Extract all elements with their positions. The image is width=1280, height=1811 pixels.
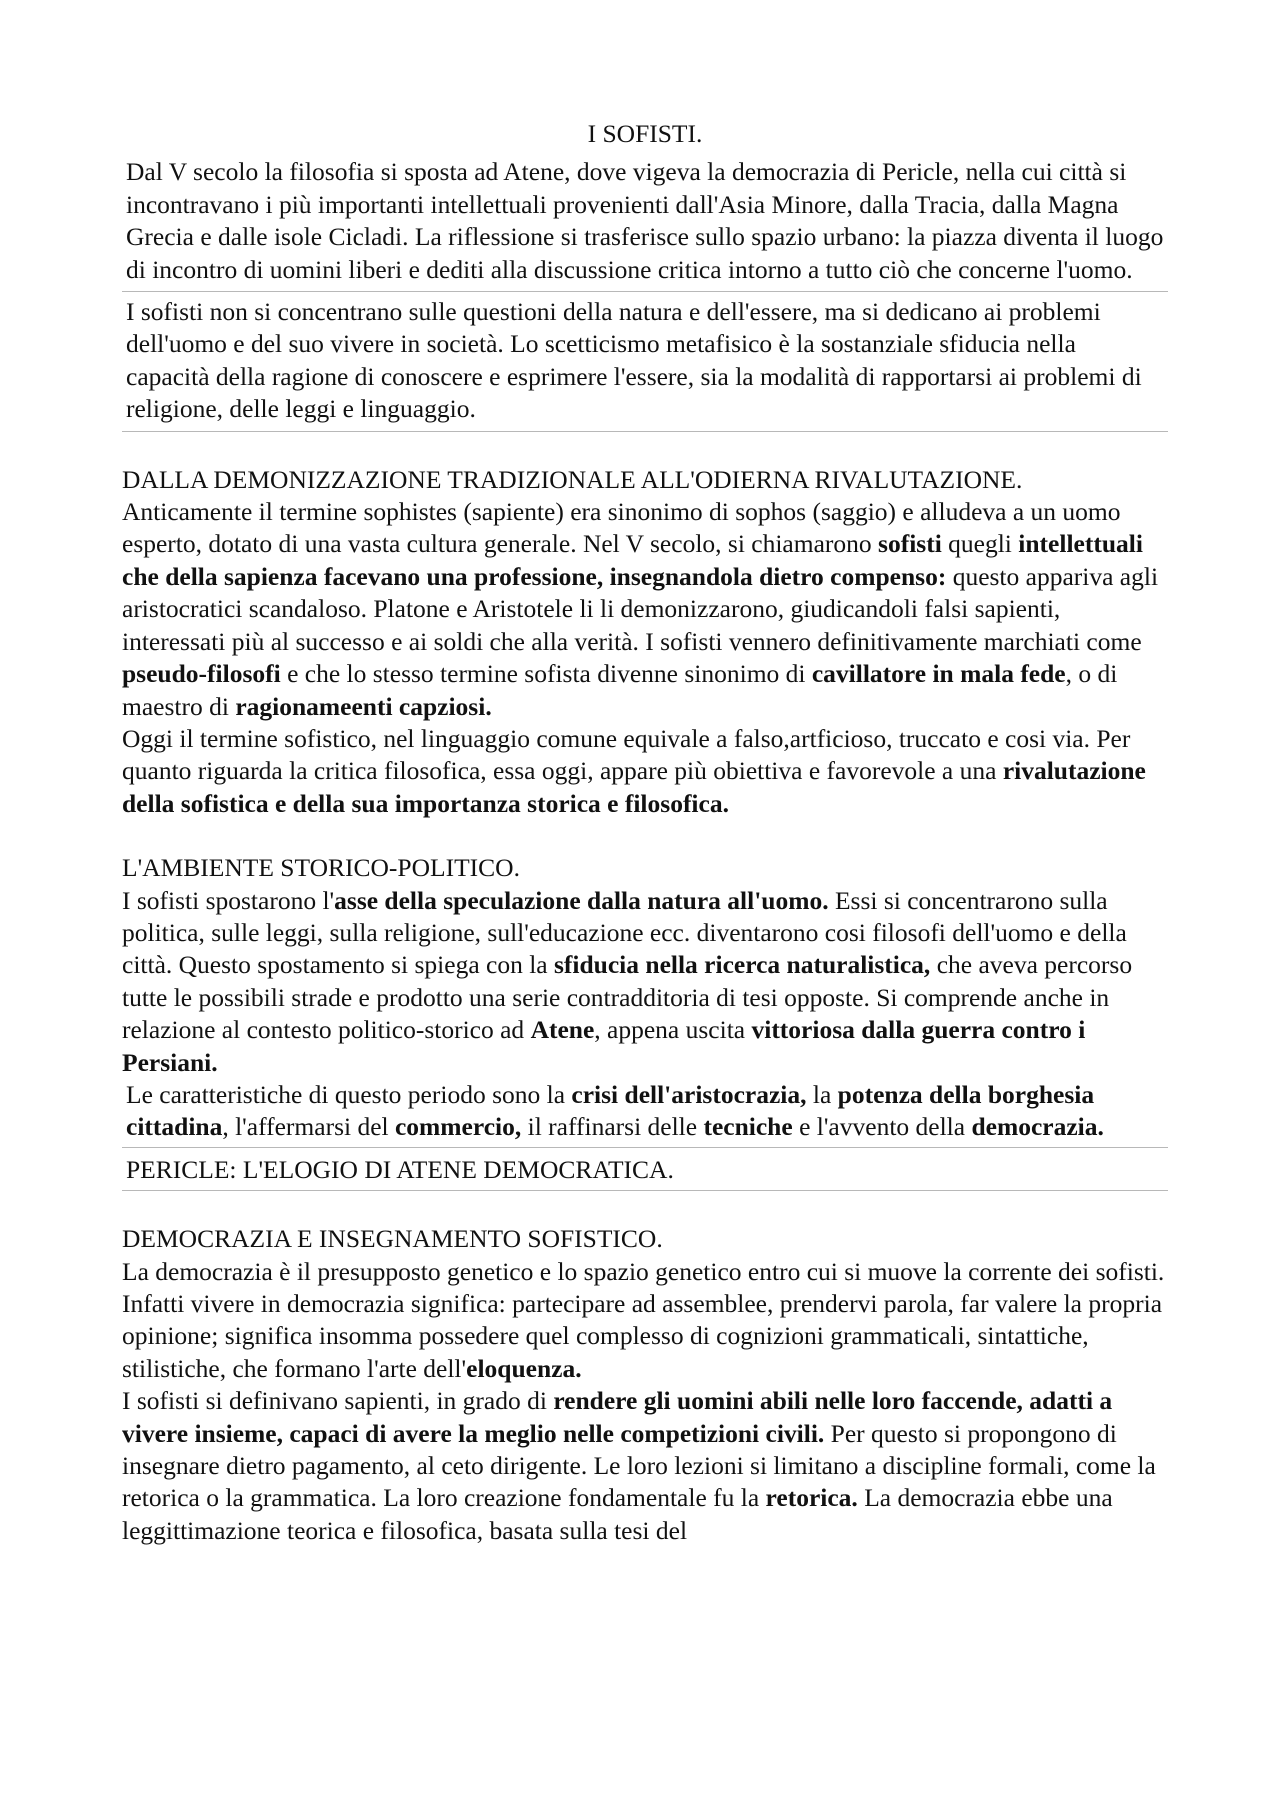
characteristics-box [122,1079,1168,1148]
paragraph: Anticamente il termine sophistes (sapiente) era sinonimo di sophos (saggio) e alludeva a un uomo esperto, dotato di una vasta cultura generale. Nel V secolo, si chiamarono sofisti quegli intellettuali che della sapienza facevano una professione, insegnandola dietro compenso: questo appariva agli aristocratici scandaloso. Platone e Aristotele li li demonizzarono, giudicandoli falsi sapienti, interessati più al successo e ai soldi che alla verità. I sofisti vennero definitivamente marchiati come pseudo-filosofi e che lo stesso termine sofista divenne sinonimo di cavillatore in mala fede, o di maestro di ragionameenti capziosi. [122,497,1159,721]
intro-box-2 [122,292,1168,432]
document-page [122,118,1168,1547]
intro-box-1 [122,156,1168,292]
section-heading-ambiente: L'AMBIENTE STORICO-POLITICO. [122,853,520,883]
page-title: I SOFISTI. [587,119,703,148]
paragraph: I sofisti si definivano sapienti, in grado di rendere gli uomini abili nelle loro faccende, adatti a vivere insieme, capaci di avere la meglio nelle competizioni civili. Per questo si propongono di insegnare dietro pagamento, al ceto dirigente. Le loro lezioni si limitano a discipline formali, come la retorica o la grammatica. La loro creazione fondamentale fu la retorica. La democrazia ebbe una leggittimazione teorica e filosofica, basata sulla tesi del [122,1386,1156,1545]
paragraph: I sofisti spostarono l'asse della speculazione dalla natura all'uomo. Essi si concentrarono sulla politica, sulle leggi, sulla religione, sull'educazione ecc. diventarono cosi filosofi dell'uomo e della città. Questo spostamento si spiega con la sfiducia nella ricerca naturalistica, che aveva percorso tutte le possibili strade e prodotto una serie contradditoria di tesi opposte. Si comprende anche in relazione al contesto politico-storico ad Atene, appena uscita vittoriosa dalla guerra contro i Persiani. [122,885,1133,1077]
section-heading-demonizzazione: DALLA DEMONIZZAZIONE TRADIZIONALE ALL'ODIERNA RIVALUTAZIONE. [122,464,1023,494]
paragraph: La democrazia è il presupposto genetico e lo spazio genetico entro cui si muove la corrente dei sofisti. Infatti vivere in democrazia significa: partecipare ad assemblee, prendervi parola, far valere la propria opinione; significa insomma possedere quel complesso di cognizioni grammaticali, sintattiche, stilistiche, che formano l'arte dell'eloquenza. [122,1256,1165,1383]
section-heading-democrazia: DEMOCRAZIA E INSEGNAMENTO SOFISTICO. [122,1224,663,1254]
pericle-line: PERICLE: L'ELOGIO DI ATENE DEMOCRATICA. [126,1154,674,1184]
intro-paragraph-1: Dal V secolo la filosofia si sposta ad Atene, dove vigeva la democrazia di Pericle, nella cui città si incontravano i più importanti intellettuali provenienti dall'Asia Minore, dalla Tracia, dalla Magna Grecia e dalle isole Cicladi. La riflessione si trasferisce sullo spazio urbano: la piazza diventa il luogo di incontro di uomini liberi e dediti alla discussione critica intorno a tutto ciò che concerne l'uomo. [126,157,1164,284]
paragraph: Le caratteristiche di questo periodo sono la crisi dell'aristocrazia, la potenza della borghesia cittadina, l'affermarsi del commercio, il raffinarsi delle tecniche e l'avvento della democrazia. [126,1079,1104,1142]
intro-paragraph-2: I sofisti non si concentrano sulle questioni della natura e dell'essere, ma si dedicano ai problemi dell'uomo e del suo vivere in società. Lo scetticismo metafisico è la sostanziale sfiducia nella capacità della ragione di conoscere e esprimere l'essere, sia la modalità di rapportarsi ai problemi di religione, delle leggi e linguaggio. [126,297,1142,424]
paragraph: Oggi il termine sofistico, nel linguaggio comune equivale a falso,artficioso, truccato e cosi via. Per quanto riguarda la critica filosofica, essa oggi, appare più obiettiva e favorevole a una rivalutazione della sofistica e della sua importanza storica e filosofica. [122,723,1146,818]
pericle-box [122,1148,1168,1191]
